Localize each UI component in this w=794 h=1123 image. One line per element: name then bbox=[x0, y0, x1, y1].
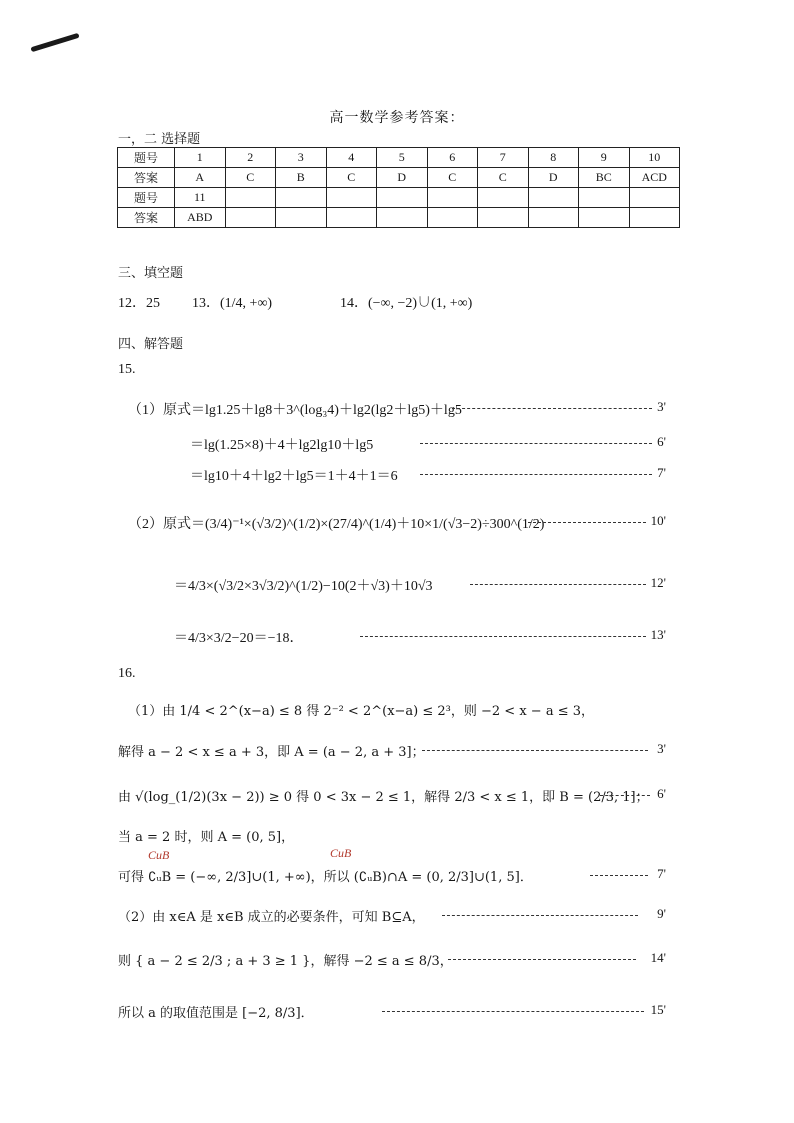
dotted-leader bbox=[452, 408, 652, 409]
dotted-leader bbox=[470, 584, 646, 585]
table-cell bbox=[377, 208, 428, 228]
handwritten-annotation: CuB bbox=[148, 848, 170, 862]
score-mark: 13' bbox=[650, 627, 666, 642]
q16-line6: （2）由 x∈A 是 x∈B 成立的必要条件，可知 B⊆A， bbox=[118, 910, 425, 925]
q15-part1-line3: ＝lg10＋4＋lg2＋lg5＝1＋4＋1＝6 bbox=[190, 469, 398, 484]
table-cell: D bbox=[377, 168, 428, 188]
table-cell: ABD bbox=[175, 208, 226, 228]
table-cell: 3 bbox=[276, 148, 327, 168]
dotted-leader bbox=[448, 959, 636, 960]
table-cell: 9 bbox=[579, 148, 630, 168]
dotted-leader bbox=[590, 875, 648, 876]
table-cell: 2 bbox=[225, 148, 276, 168]
table-cell bbox=[528, 188, 579, 208]
section-solve-heading: 四、解答题 bbox=[118, 337, 184, 352]
answer-q14: 14．(−∞, −2)∪(1, +∞) bbox=[340, 296, 473, 311]
q15-label: 15. bbox=[118, 362, 136, 377]
table-row bbox=[118, 148, 680, 168]
score-mark: 6' bbox=[657, 434, 666, 449]
table-cell bbox=[427, 208, 478, 228]
score-mark: 15' bbox=[650, 1002, 666, 1017]
table-cell bbox=[276, 208, 327, 228]
table-cell bbox=[629, 188, 680, 208]
dotted-leader bbox=[600, 795, 650, 796]
table-cell bbox=[579, 208, 630, 228]
dotted-leader bbox=[442, 915, 638, 916]
q15-part2-line1: （2）原式＝(3/4)⁻¹×(√3/2)^(1/2)×(27/4)^(1/4)＋10×1/(√3−2)÷300^(1/2) bbox=[128, 517, 545, 532]
q16-line2: 解得 a − 2 < x ≤ a + 3，即 A = (a − 2, a + 3]； bbox=[118, 745, 425, 760]
section-fill-heading: 三、填空题 bbox=[118, 266, 184, 281]
answer-q12: 12．25 bbox=[118, 296, 160, 311]
table-cell: 8 bbox=[528, 148, 579, 168]
table-cell: 7 bbox=[478, 148, 529, 168]
section-choice-heading: 一，二 选择题 bbox=[118, 132, 201, 147]
table-cell bbox=[528, 208, 579, 228]
table-cell bbox=[427, 188, 478, 208]
q15-part1-line2: ＝lg(1.25×8)＋4＋lg2lg10＋lg5 bbox=[190, 438, 374, 453]
pen-mark bbox=[30, 33, 79, 52]
dotted-leader bbox=[422, 750, 648, 751]
table-cell: B bbox=[276, 168, 327, 188]
table-cell: 答案 bbox=[118, 208, 175, 228]
page-title: 高一数学参考答案： bbox=[329, 110, 465, 126]
table-cell: BC bbox=[579, 168, 630, 188]
dotted-leader bbox=[420, 443, 652, 444]
q16-line1: （1）由 1/4 < 2^(x−a) ≤ 8 得 2⁻² < 2^(x−a) ≤ 2³，则 −2 < x − a ≤ 3， bbox=[128, 704, 595, 719]
table-cell: 4 bbox=[326, 148, 377, 168]
score-mark: 7' bbox=[657, 866, 666, 881]
table-cell: 10 bbox=[629, 148, 680, 168]
answer-q13: 13．(1/4, +∞) bbox=[192, 296, 273, 311]
score-mark: 7' bbox=[657, 465, 666, 480]
table-row bbox=[118, 188, 680, 208]
table-cell: 6 bbox=[427, 148, 478, 168]
q16-line7: 则 { a − 2 ≤ 2/3 ; a + 3 ≥ 1 }，解得 −2 ≤ a ≤ 8/3， bbox=[118, 954, 453, 969]
table-cell bbox=[377, 188, 428, 208]
table-cell: D bbox=[528, 168, 579, 188]
score-mark: 3' bbox=[657, 741, 666, 756]
score-mark: 3' bbox=[657, 399, 666, 414]
table-cell bbox=[276, 188, 327, 208]
table-cell: 5 bbox=[377, 148, 428, 168]
table-cell bbox=[478, 188, 529, 208]
table-cell bbox=[326, 208, 377, 228]
answer-table bbox=[117, 147, 680, 228]
table-cell: C bbox=[326, 168, 377, 188]
dotted-leader bbox=[360, 636, 646, 637]
q16-line5: 可得 ∁ᵤB = (−∞, 2/3]∪(1, +∞)，所以 (∁ᵤB)∩A = (0, 2/3]∪(1, 5]． bbox=[118, 870, 533, 885]
score-mark: 12' bbox=[650, 575, 666, 590]
table-cell bbox=[225, 208, 276, 228]
table-cell: 题号 bbox=[118, 188, 175, 208]
score-mark: 14' bbox=[650, 950, 666, 965]
table-cell: A bbox=[175, 168, 226, 188]
table-cell bbox=[579, 188, 630, 208]
table-cell bbox=[629, 208, 680, 228]
q16-label: 16. bbox=[118, 666, 136, 681]
table-cell: 题号 bbox=[118, 148, 175, 168]
table-cell: ACD bbox=[629, 168, 680, 188]
table-row bbox=[118, 168, 680, 188]
dotted-leader bbox=[528, 522, 646, 523]
table-row bbox=[118, 208, 680, 228]
dotted-leader bbox=[382, 1011, 644, 1012]
table-cell bbox=[326, 188, 377, 208]
table-cell: 11 bbox=[175, 188, 226, 208]
table-cell: C bbox=[427, 168, 478, 188]
table-cell bbox=[225, 188, 276, 208]
q15-part2-line3: ＝4/3×3/2−20＝−18． bbox=[174, 631, 304, 646]
q16-line3: 由 √(log_(1/2)(3x − 2)) ≥ 0 得 0 < 3x − 2 ≤ 1，解得 2/3 < x ≤ 1，即 B = (2/3, 1]； bbox=[118, 790, 649, 805]
q15-part1-line1: （1）原式＝lg1.25＋lg8＋3^(log₃4)＋lg2(lg2＋lg5)＋lg5 bbox=[128, 403, 462, 418]
table-cell: C bbox=[478, 168, 529, 188]
q15-part2-line2: ＝4/3×(√3/2×3√3/2)^(1/2)−10(2＋√3)＋10√3 bbox=[174, 579, 433, 594]
table-cell: C bbox=[225, 168, 276, 188]
table-cell: 答案 bbox=[118, 168, 175, 188]
table-cell: 1 bbox=[175, 148, 226, 168]
score-mark: 6' bbox=[657, 786, 666, 801]
q16-line4: 当 a = 2 时，则 A = (0, 5]， bbox=[118, 830, 295, 845]
dotted-leader bbox=[420, 474, 652, 475]
score-mark: 9' bbox=[657, 906, 666, 921]
table-cell bbox=[478, 208, 529, 228]
score-mark: 10' bbox=[650, 513, 666, 528]
handwritten-annotation: CuB bbox=[330, 846, 352, 860]
q16-line8: 所以 a 的取值范围是 [−2, 8/3]． bbox=[118, 1006, 314, 1021]
